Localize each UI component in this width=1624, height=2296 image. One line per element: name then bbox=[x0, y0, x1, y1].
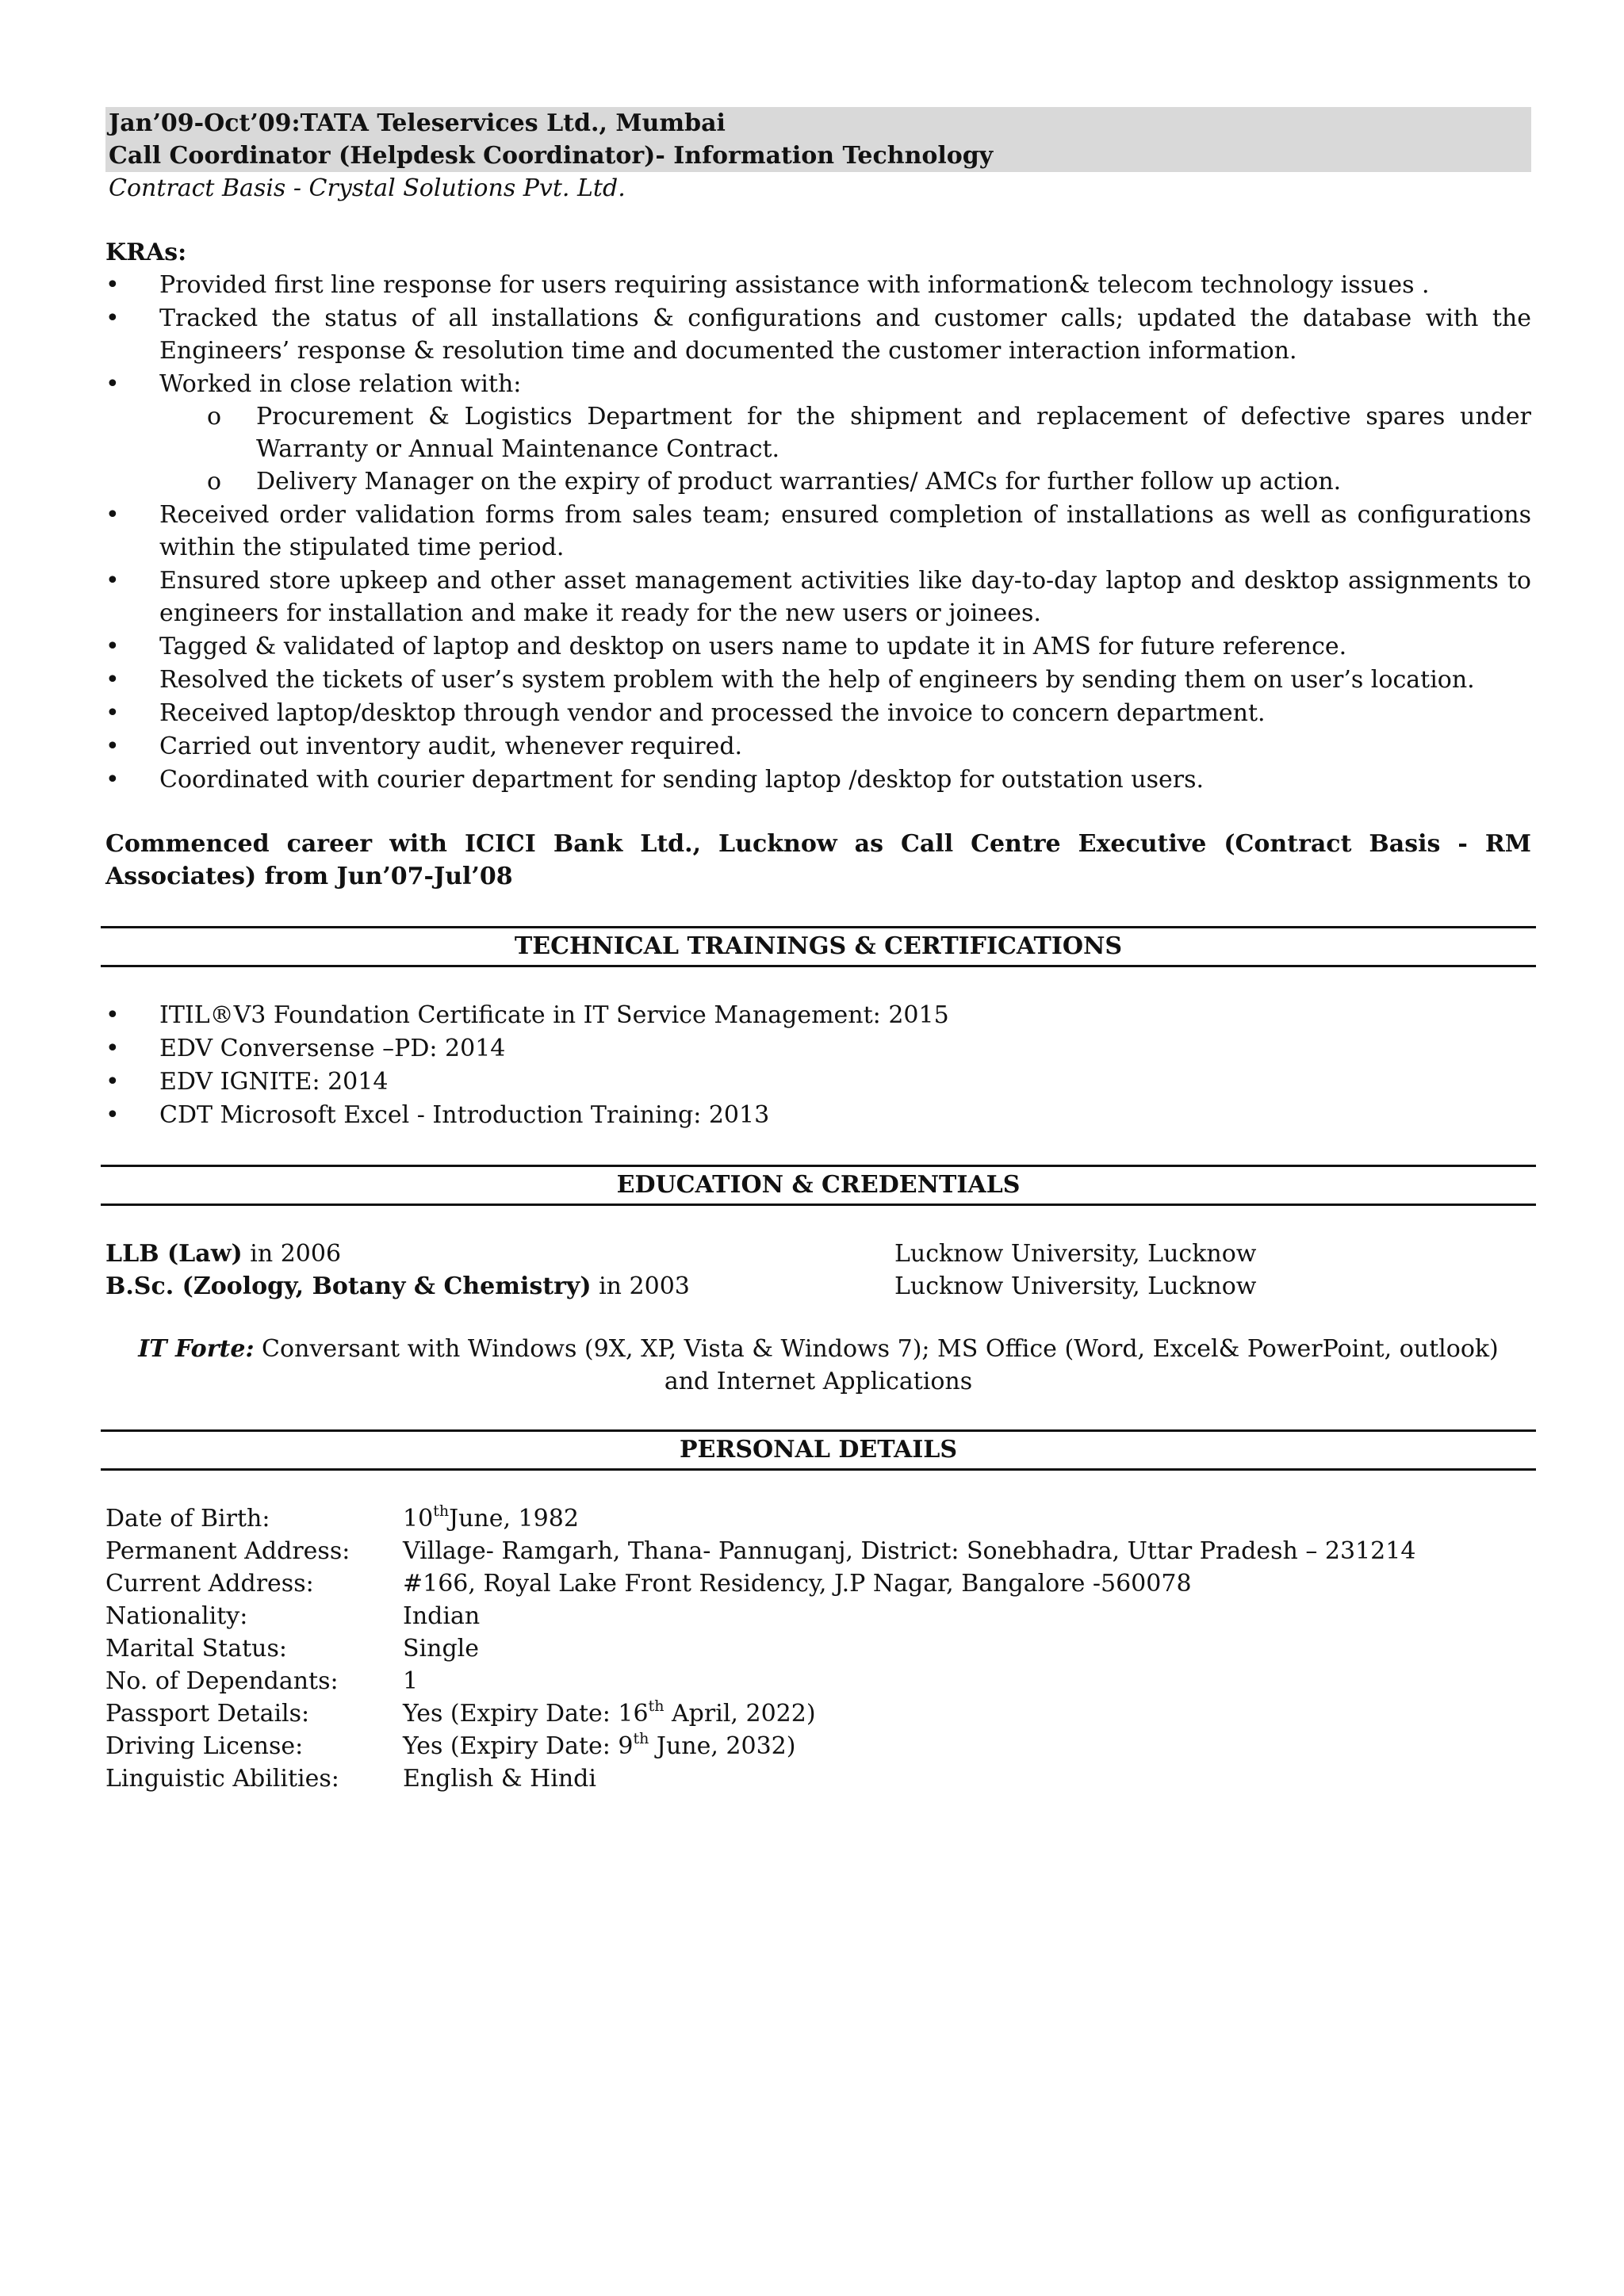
trainings-list bbox=[105, 999, 1531, 1131]
personal-value: Yes (Expiry Date: 16th April, 2022) bbox=[403, 1697, 816, 1728]
degree-year: in 2003 bbox=[591, 1272, 690, 1300]
list-item: • Ensured store upkeep and other asset management activities like day-to-day laptop and desktop assignments to engineers for installation and make it ready for the new users or joinees. bbox=[105, 564, 1531, 629]
personal-row bbox=[105, 1665, 1531, 1697]
personal-label: Passport Details: bbox=[105, 1700, 310, 1728]
degree: LLB (Law) bbox=[105, 1240, 243, 1268]
personal-label: Nationality: bbox=[105, 1602, 248, 1630]
personal-label: Marital Status: bbox=[105, 1635, 287, 1663]
kras-list bbox=[105, 269, 1531, 796]
personal-value: Village- Ramgarh, Thana- Pannuganj, District: Sonebhadra, Uttar Pradesh – 231214 bbox=[403, 1537, 1416, 1565]
degree-year: in 2006 bbox=[242, 1240, 342, 1268]
personal-value: #166, Royal Lake Front Residency, J.P Nagar, Bangalore -560078 bbox=[403, 1570, 1192, 1598]
personal-value: English & Hindi bbox=[403, 1765, 596, 1793]
list-item: • Resolved the tickets of user’s system problem with the help of engineers by sending them on user’s location. bbox=[105, 664, 1531, 696]
resume-page bbox=[105, 107, 1531, 1795]
list-item: • Received order validation forms from sales team; ensured completion of installations as well as configurations within the stipulated time period. bbox=[105, 499, 1531, 564]
list-item: • Carried out inventory audit, whenever required. bbox=[105, 730, 1531, 763]
university: Lucknow University, Lucknow bbox=[894, 1272, 1257, 1300]
personal-row bbox=[105, 1567, 1531, 1600]
personal-row bbox=[105, 1632, 1531, 1665]
personal-value: 1 bbox=[403, 1667, 419, 1695]
job-contract: Contract Basis - Crystal Solutions Pvt. Ltd. bbox=[109, 174, 626, 202]
list-item: • Coordinated with courier department for sending laptop /desktop for outstation users. bbox=[105, 763, 1531, 796]
list-item: • EDV Conversense –PD: 2014 bbox=[105, 1032, 1531, 1065]
personal-row bbox=[105, 1762, 1531, 1795]
list-item: • Tagged & validated of laptop and desktop on users name to update it in AMS for future reference. bbox=[105, 630, 1531, 663]
personal-value: Yes (Expiry Date: 9th June, 2032) bbox=[403, 1730, 796, 1760]
list-item: • CDT Microsoft Excel - Introduction Training: 2013 bbox=[105, 1099, 1531, 1131]
personal-label: Permanent Address: bbox=[105, 1537, 350, 1565]
personal-row bbox=[105, 1730, 1531, 1762]
kras-sublist bbox=[105, 400, 1531, 498]
kras-title: KRAs: bbox=[105, 239, 187, 266]
section-heading-trainings: TECHNICAL TRAININGS & CERTIFICATIONS bbox=[101, 926, 1536, 967]
personal-value: Indian bbox=[403, 1602, 481, 1630]
list-item-text: Worked in close relation with: bbox=[159, 370, 522, 398]
it-forte-text: Conversant with Windows (9X, XP, Vista & Windows 7); MS Office (Word, Excel& PowerPoint, outlook) and Internet Applications bbox=[254, 1335, 1499, 1395]
personal-details bbox=[105, 1502, 1531, 1795]
degree: B.Sc. (Zoology, Botany & Chemistry) bbox=[105, 1272, 592, 1300]
it-forte bbox=[105, 1333, 1531, 1398]
job-title: Call Coordinator (Helpdesk Coordinator)- Information Technology bbox=[109, 142, 994, 170]
personal-label: Linguistic Abilities: bbox=[105, 1765, 339, 1793]
personal-label: Current Address: bbox=[105, 1570, 314, 1598]
personal-value: Single bbox=[403, 1635, 480, 1663]
personal-row bbox=[105, 1600, 1531, 1632]
it-forte-label: IT Forte: bbox=[138, 1335, 255, 1363]
personal-value: 10thJune, 1982 bbox=[403, 1502, 579, 1533]
personal-row bbox=[105, 1502, 1531, 1535]
personal-label: No. of Dependants: bbox=[105, 1667, 339, 1695]
education-table bbox=[105, 1238, 1531, 1303]
list-item: • ITIL®V3 Foundation Certificate in IT Service Management: 2015 bbox=[105, 999, 1531, 1031]
career-start: Commenced career with ICICI Bank Ltd., Lucknow as Call Centre Executive (Contract Basis - RM Associates) from Jun’07-Jul’08 bbox=[105, 830, 1531, 890]
personal-label: Date of Birth: bbox=[105, 1505, 270, 1533]
personal-label: Driving License: bbox=[105, 1732, 304, 1760]
list-item: • Tracked the status of all installations & configurations and customer calls; updated the database with the Engineers’ response & resolution time and documented the customer interaction information. bbox=[105, 302, 1531, 367]
list-item: • Provided first line response for users requiring assistance with information& telecom technology issues . bbox=[105, 269, 1531, 301]
university: Lucknow University, Lucknow bbox=[894, 1240, 1257, 1268]
personal-row bbox=[105, 1697, 1531, 1730]
sub-list-item: o Procurement & Logistics Department for the shipment and replacement of defective spares under Warranty or Annual Maintenance Contract. bbox=[105, 400, 1531, 465]
education-row bbox=[105, 1270, 1531, 1303]
job-header bbox=[105, 107, 1531, 172]
list-item: • Received laptop/desktop through vendor and processed the invoice to concern department. bbox=[105, 697, 1531, 729]
section-heading-personal: PERSONAL DETAILS bbox=[101, 1429, 1536, 1471]
job-period-company: Jan’09-Oct’09:TATA Teleservices Ltd., Mumbai bbox=[109, 109, 726, 137]
section-heading-education: EDUCATION & CREDENTIALS bbox=[101, 1165, 1536, 1206]
list-item: • EDV IGNITE: 2014 bbox=[105, 1066, 1531, 1098]
education-row bbox=[105, 1238, 1531, 1270]
personal-row bbox=[105, 1535, 1531, 1567]
list-item bbox=[105, 368, 1531, 498]
sub-list-item: o Delivery Manager on the expiry of product warranties/ AMCs for further follow up action. bbox=[105, 465, 1531, 498]
